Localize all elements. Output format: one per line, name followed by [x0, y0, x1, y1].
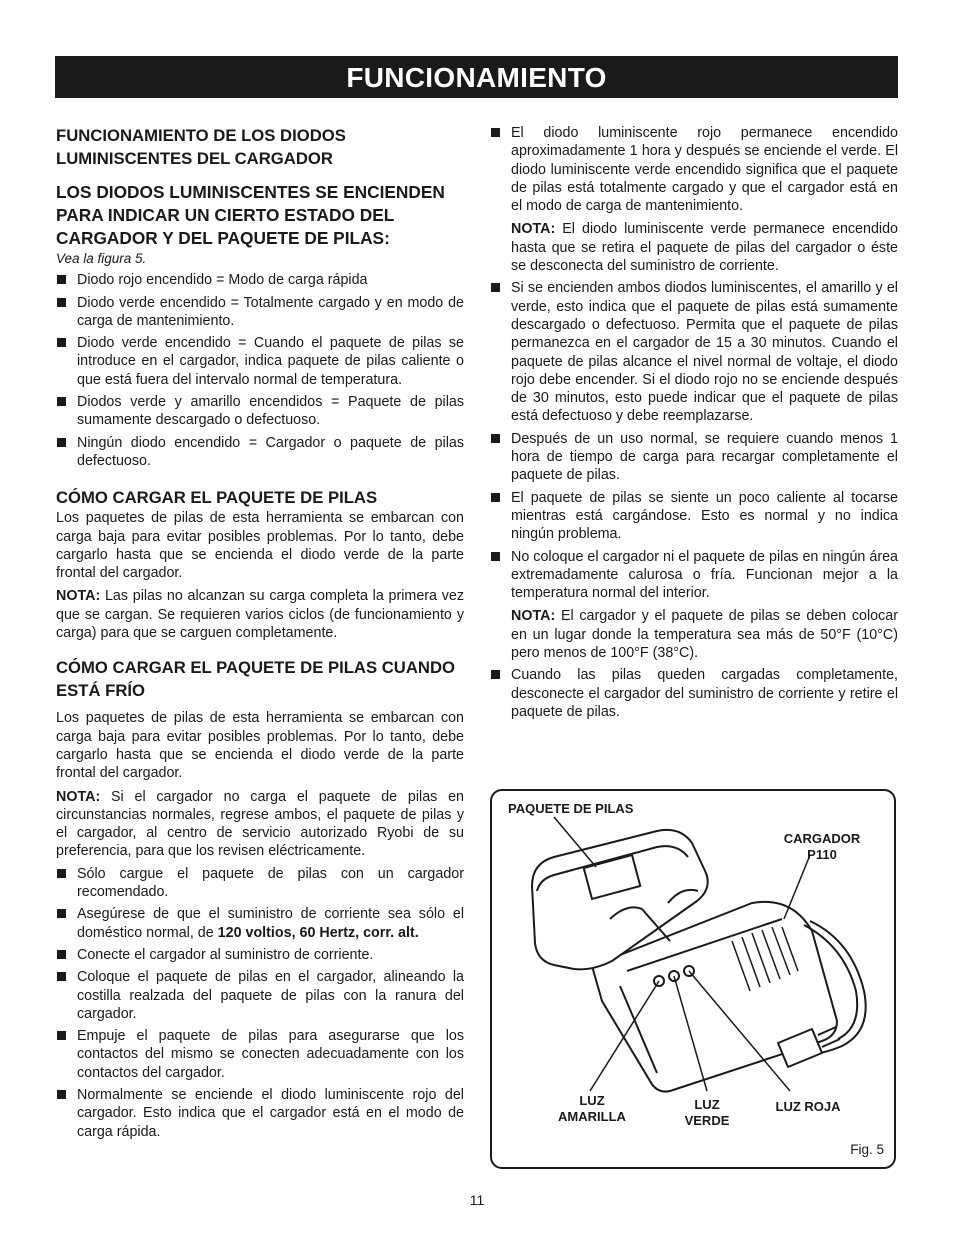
- list-item: Sólo cargue el paquete de pilas con un cargador recomendado.: [56, 865, 464, 902]
- green-light-label: [672, 1097, 742, 1129]
- note-label: NOTA:: [511, 221, 556, 238]
- list-item: Después de un uso normal, se requiere cuando menos 1 hora de tiempo de carga para recargar completamente el paquete de pilas.: [490, 430, 898, 485]
- list-item-text: Asegúrese de que el suministro de corriente sea sólo el doméstico normal, de: [77, 906, 464, 941]
- paragraph: Los paquetes de pilas de esta herramienta se embarcan con carga baja para evitar posibles problemas. Por lo tanto, debe cargarlo hasta que se encienda el diodo verde de la parte frontal del cargador.: [56, 510, 464, 582]
- figure-5-charger-diagram: [490, 789, 896, 1169]
- charging-notes-list-3: [490, 666, 898, 721]
- led-status-list: [56, 271, 464, 470]
- note-label: NOTA:: [511, 608, 556, 625]
- list-item: Empuje el paquete de pilas para asegurarse que los contactos del mismo se conecten adecuadamente con los contactos del cargador.: [56, 1027, 464, 1082]
- section-heading-charging: CÓMO CARGAR EL PAQUETE DE PILAS: [56, 488, 378, 508]
- list-item: Cuando las pilas queden cargadas completamente, desconecte el cargador del suministro de corriente y retire el paquete de pilas.: [490, 666, 898, 721]
- charger-label-line1: CARGADOR: [783, 831, 861, 846]
- list-item: [56, 905, 464, 942]
- green-light-label-line2: VERDE: [684, 1113, 730, 1128]
- section-heading-led: FUNCIONAMIENTO DE LOS DIODOS LUMINISCENTES DEL CARGADOR: [56, 126, 346, 168]
- page-title-banner: FUNCIONAMIENTO: [55, 56, 898, 98]
- page-number: 11: [469, 1192, 485, 1208]
- list-item: Ningún diodo encendido = Cargador o paquete de pilas defectuoso.: [56, 434, 464, 471]
- list-item: El diodo luminiscente rojo permanece encendido aproximadamente 1 hora y después se enciende el verde. El diodo luminiscente verde encendido significa que el paquete de pilas está totalmente cargado y que el cargador está en el modo de carga de mantenimiento.: [490, 124, 898, 215]
- charging-notes-list-2: [490, 279, 898, 602]
- battery-pack-label: PAQUETE DE PILAS: [508, 801, 634, 816]
- paragraph: Los paquetes de pilas de esta herramienta se embarcan con carga baja para evitar posibles problemas. Por lo tanto, debe cargarlo hasta que se encienda el diodo verde de la parte frontal del cargador.: [56, 710, 464, 782]
- figure-caption: Fig. 5: [850, 1142, 884, 1157]
- charger-label-line2: P110: [807, 847, 837, 862]
- note-text: Las pilas no alcanzan su carga completa la primera vez que se cargan. Se requieren varios ciclos (de funcionamiento y carga) para que se carguen completamente.: [56, 588, 464, 642]
- figure-reference: Vea la figura 5.: [56, 251, 147, 266]
- note-paragraph: [56, 788, 464, 861]
- list-item: No coloque el cargador ni el paquete de pilas en ningún área extremadamente calurosa o fría. Funcionan mejor a la temperatura normal del interior.: [490, 548, 898, 603]
- voltage-spec: 120 voltios, 60 Hertz, corr. alt.: [217, 924, 419, 941]
- yellow-light-label-line2: AMARILLA: [558, 1109, 626, 1124]
- list-item: El paquete de pilas se siente un poco caliente al tocarse mientras está cargándose. Esto es normal y no indica ningún problema.: [490, 489, 898, 544]
- red-light-label: LUZ ROJA: [775, 1099, 841, 1114]
- green-light-label-line1: LUZ: [694, 1097, 720, 1112]
- charger-label: [782, 831, 862, 863]
- note-text: El diodo luminiscente verde permanece encendido hasta que se retira el paquete de pilas del cargador o éste se desconecta del suministro de corriente.: [511, 221, 898, 275]
- charging-notes-list: [490, 124, 898, 215]
- note-label: NOTA:: [56, 788, 101, 805]
- list-item: Coloque el paquete de pilas en el cargador, alineando la costilla realzada del paquete de pilas con la ranura del cargador.: [56, 968, 464, 1023]
- list-item: Conecte el cargador al suministro de corriente.: [56, 946, 464, 964]
- note-label: NOTA:: [56, 588, 101, 605]
- note-paragraph: [56, 587, 464, 642]
- list-item: Diodos verde y amarillo encendidos = Paquete de pilas sumamente descargado o defectuoso.: [56, 393, 464, 430]
- yellow-light-label-line1: LUZ: [579, 1093, 605, 1108]
- list-item: Diodo verde encendido = Totalmente cargado y en modo de carga de mantenimiento.: [56, 294, 464, 331]
- left-column: [56, 124, 464, 1141]
- list-item: Si se encienden ambos diodos luminiscentes, el amarillo y el verde, esto indica que el paquete de pilas está sumamente descargado o defectuoso. Permita que el paquete de pilas permanezca en el cargador de 15 a 30 minutos. Cuando el paquete de pilas alcance el nivel normal de voltaje, el diodo rojo debe encender. Si el diodo rojo no se enciende después de 30 minutos, esto puede indicar que el paquete de pilas está defectuoso y debe reemplazarse.: [490, 279, 898, 425]
- charging-steps-list: [56, 865, 464, 1141]
- note-paragraph: [511, 607, 898, 662]
- note-text: Si el cargador no carga el paquete de pilas en circunstancias normales, regrese ambos, el paquete de pilas y el cargador, al centro de servicio autorizado Ryobi de su preferencia, para que los revisen eléctricamente.: [56, 788, 464, 860]
- list-item: Normalmente se enciende el diodo luminiscente rojo del cargador. Esto indica que el cargador está en el modo de carga rápida.: [56, 1086, 464, 1141]
- note-text: El cargador y el paquete de pilas se deben colocar en un lugar donde la temperatura sea más de 50°F (10°C) pero menos de 100°F (38°C).: [511, 608, 898, 662]
- note-paragraph: [511, 220, 898, 275]
- right-column: [490, 124, 898, 721]
- yellow-light-label: [552, 1093, 632, 1125]
- section-subheading-led: LOS DIODOS LUMINISCENTES SE ENCIENDEN PARA INDICAR UN CIERTO ESTADO DEL CARGADOR Y DEL PAQUETE DE PILAS:: [56, 182, 445, 248]
- list-item: Diodo rojo encendido = Modo de carga rápida: [56, 271, 464, 289]
- section-heading-cold-charging: CÓMO CARGAR EL PAQUETE DE PILAS CUANDO ESTÁ FRÍO: [56, 658, 455, 701]
- list-item: Diodo verde encendido = Cuando el paquete de pilas se introduce en el cargador, indica paquete de pilas caliente o que está fuera del intervalo normal de temperatura.: [56, 334, 464, 389]
